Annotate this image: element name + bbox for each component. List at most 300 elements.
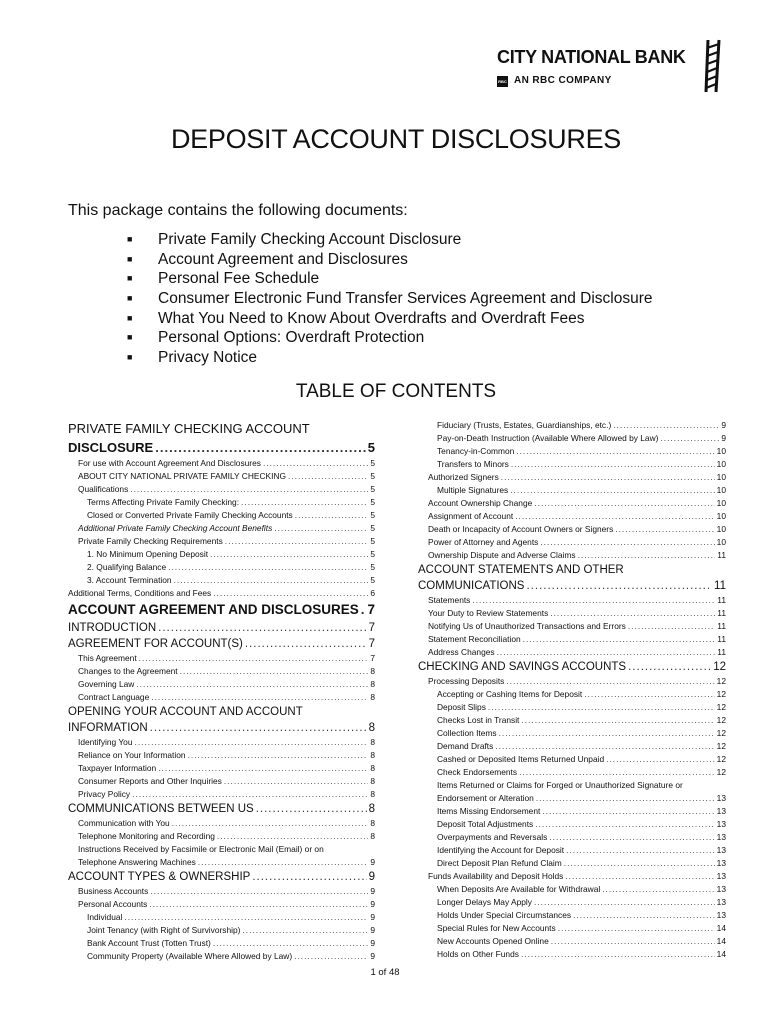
toc-entry[interactable]: [68, 457, 375, 470]
toc-leader: [224, 775, 368, 788]
toc-page-number: 9: [370, 951, 375, 961]
toc-entry-title: Statement Reconciliation: [428, 634, 521, 644]
toc-entry[interactable]: [418, 523, 726, 536]
toc-entry-title: Bank Account Trust (Totten Trust): [87, 938, 211, 948]
toc-entry[interactable]: [418, 909, 726, 922]
toc-entry-title: Additional Private Family Checking Account Benefits: [78, 523, 273, 533]
toc-entry[interactable]: [68, 817, 375, 830]
toc-page-number: 10: [716, 537, 726, 547]
toc-leader: [274, 522, 368, 535]
toc-page-number: 13: [716, 897, 726, 907]
toc-page-number: 12: [716, 754, 726, 764]
toc-page-number: 9: [370, 912, 375, 922]
toc-entry[interactable]: [418, 727, 726, 740]
toc-leader: [288, 470, 368, 483]
toc-entry[interactable]: [68, 535, 375, 548]
toc-entry-title: Deposit Total Adjustments: [437, 819, 534, 829]
toc-entry[interactable]: [418, 510, 726, 523]
toc-entry[interactable]: [418, 594, 726, 607]
toc-page-number: 11: [717, 595, 726, 605]
toc-entry[interactable]: [68, 636, 375, 652]
toc-entry[interactable]: [68, 937, 375, 950]
toc-entry[interactable]: [418, 578, 726, 594]
toc-entry-title: Communication with You: [78, 818, 170, 828]
toc-entry-title: Qualifications: [78, 484, 129, 494]
toc-entry-title: This Agreement: [78, 653, 137, 663]
toc-right-column: [418, 419, 726, 961]
toc-entry[interactable]: [418, 883, 726, 896]
toc-entry-title: Deposit Slips: [437, 702, 486, 712]
toc-page-number: 8: [370, 763, 375, 773]
toc-page-number: 8: [370, 776, 375, 786]
toc-entry[interactable]: [418, 484, 726, 497]
toc-entry[interactable]: [68, 587, 375, 600]
toc-entry-title: 1. No Minimum Opening Deposit: [87, 549, 209, 559]
toc-entry[interactable]: [418, 607, 726, 620]
toc-page-number: 5: [370, 484, 375, 494]
toc-leader: [132, 788, 368, 801]
toc-leader: [566, 844, 715, 857]
toc-page-number: 5: [370, 523, 375, 533]
toc-leader: [225, 535, 369, 548]
toc-leader: [565, 870, 714, 883]
rbc-icon: RBC: [497, 76, 508, 87]
toc-entry-title: Identifying the Account for Deposit: [437, 845, 565, 855]
toc-page-number: 11: [717, 608, 726, 618]
toc-leader: [295, 509, 369, 522]
toc-entry[interactable]: [68, 548, 375, 561]
toc-leader: [217, 830, 368, 843]
toc-entry-title: Community Property (Available Where Allowed by Law): [87, 951, 293, 961]
toc-page-number: 5: [370, 575, 375, 585]
toc-entry-title: Terms Affecting Private Family Checking:: [87, 497, 240, 507]
toc-page-number: 8: [370, 818, 375, 828]
toc-page-number: 9: [370, 886, 375, 896]
toc-entry-title: Address Changes: [428, 647, 495, 657]
toc-leader: [550, 607, 715, 620]
toc-page-number: 5: [370, 458, 375, 468]
toc-entry[interactable]: [68, 924, 375, 937]
toc-leader: [488, 701, 715, 714]
toc-leader: [501, 471, 715, 484]
toc-page-number: 12: [713, 661, 726, 673]
toc-entry[interactable]: [68, 522, 375, 535]
toc-leader: [188, 749, 369, 762]
toc-leader: [168, 561, 368, 574]
toc-entry[interactable]: [68, 950, 375, 963]
toc-entry-title: Power of Attorney and Agents: [428, 537, 539, 547]
toc-entry[interactable]: [68, 720, 375, 736]
toc-entry-title: Closed or Converted Private Family Checking Accounts: [87, 510, 293, 520]
toc-entry-title: Longer Delays May Apply: [437, 897, 532, 907]
toc-entry[interactable]: [68, 762, 375, 775]
toc-page-number: 11: [714, 580, 726, 592]
toc-entry-title: Holds on Other Funds: [437, 949, 519, 959]
toc-entry-title: Checks Lost in Transit: [437, 715, 520, 725]
toc-page-number: 9: [370, 857, 375, 867]
toc-leader: [499, 727, 715, 740]
toc-entry[interactable]: [418, 471, 726, 484]
bullet-icon: ■: [127, 273, 133, 284]
toc-entry-title: Contract Language: [78, 692, 150, 702]
toc-entry[interactable]: [418, 714, 726, 727]
bank-name: CITY NATIONAL BANK: [497, 47, 686, 67]
toc-entry[interactable]: [68, 736, 375, 749]
toc-leader: [551, 935, 715, 948]
toc-entry-title: 3. Account Termination: [87, 575, 172, 585]
toc-page-number: 8: [370, 750, 375, 760]
toc-entry[interactable]: [418, 766, 726, 779]
toc-entry[interactable]: [418, 675, 726, 688]
toc-page-number: 14: [716, 949, 726, 959]
toc-page-number: 14: [716, 923, 726, 933]
toc-page-number: 12: [716, 715, 726, 725]
document-title: Account Agreement and Disclosures: [158, 250, 408, 268]
toc-entry[interactable]: [68, 496, 375, 509]
toc-entry-title: ACCOUNT TYPES & OWNERSHIP: [68, 871, 251, 883]
toc-entry[interactable]: [418, 432, 726, 445]
toc-entry-title: Death or Incapacity of Account Owners or Signers: [428, 524, 614, 534]
toc-entry-title: 2. Qualifying Balance: [87, 562, 167, 572]
toc-page-number: 8: [368, 722, 375, 734]
toc-leader: [549, 831, 714, 844]
toc-leader: [245, 636, 367, 652]
toc-entry-title: Notifying Us of Unauthorized Transactions and Errors: [428, 621, 626, 631]
toc-page-number: 11: [717, 621, 726, 631]
toc-entry[interactable]: [418, 633, 726, 646]
toc-entry-title: Account Ownership Change: [428, 498, 533, 508]
toc-entry[interactable]: [418, 805, 726, 818]
toc-leader: [506, 675, 714, 688]
toc-leader: [510, 484, 714, 497]
toc-entry-title: Individual: [87, 912, 123, 922]
toc-leader: [124, 911, 368, 924]
toc-page-number: 8: [370, 737, 375, 747]
toc-entry-title: Statements: [428, 595, 471, 605]
toc-entry[interactable]: [68, 788, 375, 801]
toc-entry[interactable]: [418, 844, 726, 857]
toc-entry-title: Your Duty to Review Statements: [428, 608, 549, 618]
document-list-item: [127, 250, 653, 270]
toc-entry[interactable]: [68, 574, 375, 587]
toc-entry-title: Private Family Checking Requirements: [78, 536, 223, 546]
toc-page-number: 8: [370, 666, 375, 676]
toc-entry-title: Multiple Signatures: [437, 485, 509, 495]
toc-entry-title: DISCLOSURE: [68, 440, 154, 455]
toc-entry[interactable]: [418, 419, 726, 432]
toc-entry-title: Direct Deposit Plan Refund Claim: [437, 858, 562, 868]
toc-leader: [521, 948, 715, 961]
toc-entry-title: Taxpayer Information: [78, 763, 157, 773]
toc-page-number: 10: [716, 472, 726, 482]
bullet-icon: ■: [127, 253, 133, 264]
toc-entry-title: Business Accounts: [78, 886, 149, 896]
toc-entry[interactable]: [418, 458, 726, 471]
toc-leader: [534, 896, 715, 909]
toc-entry-title: Funds Availability and Deposit Holds: [428, 871, 564, 881]
toc-entry-title: Additional Terms, Conditions and Fees: [68, 588, 212, 598]
toc-leader: [515, 510, 714, 523]
toc-page-number: 13: [716, 858, 726, 868]
toc-page-number: 10: [716, 498, 726, 508]
toc-page-number: 8: [370, 692, 375, 702]
document-title: Private Family Checking Account Disclosure: [158, 231, 462, 248]
toc-entry[interactable]: [418, 792, 726, 805]
toc-entry-title: ABOUT CITY NATIONAL PRIVATE FAMILY CHECKING: [78, 471, 287, 481]
toc-entry[interactable]: [68, 898, 375, 911]
document-title: Personal Options: Overdraft Protection: [158, 329, 425, 347]
toc-entry-title: Cashed or Deposited Items Returned Unpaid: [437, 754, 605, 764]
toc-entry-title: Processing Deposits: [428, 676, 505, 686]
toc-entry-title: INFORMATION: [68, 722, 148, 734]
toc-entry-title: Telephone Monitoring and Recording: [78, 831, 215, 841]
toc-entry[interactable]: [68, 856, 375, 869]
toc-page-number: 5: [367, 440, 375, 455]
document-list-item: [127, 309, 653, 329]
toc-page-number: 12: [716, 702, 726, 712]
toc-page-number: 10: [716, 524, 726, 534]
toc-entry-title: Consumer Reports and Other Inquiries: [78, 776, 222, 786]
toc-page-number: 6: [370, 588, 375, 598]
toc-entry-title: Accepting or Cashing Items for Deposit: [437, 689, 583, 699]
toc-page-number: 8: [370, 831, 375, 841]
toc-page-number: 13: [716, 871, 726, 881]
toc-page-number: 7: [370, 653, 375, 663]
toc-entry-title: Tenancy-in-Common: [437, 446, 515, 456]
toc-page-number: 13: [716, 806, 726, 816]
document-list-item: [127, 328, 653, 348]
toc-leader: [615, 523, 714, 536]
toc-page-number: 5: [370, 471, 375, 481]
toc-entry[interactable]: [418, 536, 726, 549]
toc-page-number: 8: [368, 803, 375, 815]
toc-entry-title: For use with Account Agreement And Disclosures: [78, 458, 261, 468]
toc-entry[interactable]: [68, 600, 375, 620]
toc-entry-title: ACCOUNT AGREEMENT AND DISCLOSURES: [68, 602, 359, 617]
toc-entry-title: Changes to the Agreement: [78, 666, 178, 676]
page-number: 1 of 48: [370, 967, 400, 978]
toc-heading: Items Returned or Claims for Forged or Unauthorized Signature or: [437, 780, 683, 790]
toc-entry-title: Personal Accounts: [78, 899, 148, 909]
toc-page-number: 10: [716, 446, 726, 456]
toc-entry[interactable]: [418, 857, 726, 870]
toc-leader: [135, 736, 369, 749]
toc-entry[interactable]: [418, 896, 726, 909]
toc-entry[interactable]: [418, 659, 726, 675]
toc-leader: [578, 549, 716, 562]
toc-page-number: 12: [716, 728, 726, 738]
toc-entry-title: AGREEMENT FOR ACCOUNT(S): [68, 638, 243, 650]
toc-entry[interactable]: [418, 870, 726, 883]
toc-page-number: 9: [370, 938, 375, 948]
toc-entry[interactable]: [418, 818, 726, 831]
toc-leader: [241, 496, 368, 509]
toc-entry[interactable]: [68, 691, 375, 704]
toc-page-number: 5: [370, 549, 375, 559]
bank-logo: [497, 38, 727, 94]
bank-subtitle: AN RBC COMPANY: [514, 75, 612, 86]
toc-leader: [526, 578, 712, 594]
toc-leader: [521, 714, 714, 727]
bullet-icon: ■: [127, 312, 133, 323]
toc-leader: [495, 740, 714, 753]
toc-entry[interactable]: [68, 830, 375, 843]
toc-entry[interactable]: [68, 749, 375, 762]
toc-leader: [158, 762, 368, 775]
toc-page-number: 10: [716, 459, 726, 469]
toc-leader: [155, 438, 366, 457]
toc-leader: [523, 633, 716, 646]
toc-entry-title: Transfers to Minors: [437, 459, 509, 469]
toc-leader: [602, 883, 714, 896]
toc-entry-title: Identifying You: [78, 737, 133, 747]
toc-entry[interactable]: [418, 549, 726, 562]
toc-entry-title: CHECKING AND SAVINGS ACCOUNTS: [418, 661, 627, 673]
toc-entry-title: Assignment of Account: [428, 511, 514, 521]
toc-entry[interactable]: [418, 948, 726, 961]
toc-page-number: 12: [716, 689, 726, 699]
toc-leader: [172, 817, 369, 830]
toc-leader: [540, 536, 714, 549]
toc-entry-title: Ownership Dispute and Adverse Claims: [428, 550, 576, 560]
toc-entry-title: Collection Items: [437, 728, 497, 738]
toc-heading: OPENING YOUR ACCOUNT AND ACCOUNT: [68, 706, 303, 718]
toc-page-number: 13: [716, 793, 726, 803]
toc-entry[interactable]: [68, 911, 375, 924]
toc-leader: [660, 432, 719, 445]
toc-entry-title: When Deposits Are Available for Withdrawal: [437, 884, 601, 894]
toc-entry-title: New Accounts Opened Online: [437, 936, 549, 946]
toc-leader: [519, 766, 715, 779]
document-list-item: [127, 269, 653, 289]
toc-entry[interactable]: [418, 688, 726, 701]
toc-entry[interactable]: [68, 665, 375, 678]
toc-entry-title: Demand Drafts: [437, 741, 494, 751]
document-list-item: [127, 230, 653, 250]
toc-entry-title: Endorsement or Alteration: [437, 793, 534, 803]
toc-entry[interactable]: [68, 885, 375, 898]
toc-page-number: 12: [716, 741, 726, 751]
toc-entry[interactable]: [68, 509, 375, 522]
toc-entry-title: Governing Law: [78, 679, 135, 689]
toc-leader: [149, 898, 368, 911]
toc-entry[interactable]: [68, 775, 375, 788]
toc-leader: [534, 497, 714, 510]
toc-page-number: 13: [716, 845, 726, 855]
toc-leader: [139, 652, 369, 665]
toc-entry-title: Special Rules for New Accounts: [437, 923, 556, 933]
toc-entry[interactable]: [418, 646, 726, 659]
toc-leader: [180, 665, 369, 678]
document-list-item: [127, 289, 653, 309]
toc-entry[interactable]: [418, 831, 726, 844]
toc-entry-title: Items Missing Endorsement: [437, 806, 541, 816]
toc-entry[interactable]: [68, 678, 375, 691]
toc-page-number: 5: [370, 536, 375, 546]
toc-leader: [263, 457, 368, 470]
toc-entry[interactable]: [418, 740, 726, 753]
toc-page-number: 11: [717, 634, 726, 644]
toc-page-number: 9: [721, 420, 726, 430]
toc-entry-title: Check Endorsements: [437, 767, 518, 777]
toc-page-number: 5: [370, 562, 375, 572]
toc-leader: [516, 445, 714, 458]
bullet-icon: ■: [127, 293, 133, 304]
toc-page-number: 13: [716, 910, 726, 920]
toc-page-number: 10: [716, 485, 726, 495]
toc-page-number: 13: [716, 819, 726, 829]
toc-leader: [628, 620, 715, 633]
document-title: Consumer Electronic Fund Transfer Services Agreement and Disclosure: [158, 290, 653, 308]
toc-page-number: 13: [716, 884, 726, 894]
toc-entry[interactable]: [68, 483, 375, 496]
toc-leader: [158, 620, 366, 636]
toc-page-number: 8: [370, 789, 375, 799]
toc-entry[interactable]: [418, 445, 726, 458]
toc-leader: [150, 885, 368, 898]
page-title: DEPOSIT ACCOUNT DISCLOSURES: [170, 124, 621, 154]
toc-entry-title: Fiduciary (Trusts, Estates, Guardianships, etc.): [437, 420, 612, 430]
toc-leader: [151, 691, 368, 704]
toc-entry[interactable]: [68, 801, 375, 817]
toc-page-number: 9: [370, 925, 375, 935]
toc-leader: [558, 922, 715, 935]
toc-entry[interactable]: [68, 470, 375, 483]
toc-leader: [256, 801, 367, 817]
toc-entry[interactable]: [418, 922, 726, 935]
toc-leader: [536, 792, 715, 805]
toc-page-number: 7: [368, 622, 375, 634]
toc-left-column: [68, 419, 375, 963]
toc-leader: [584, 688, 714, 701]
toc-leader: [361, 600, 366, 620]
toc-leader: [511, 458, 715, 471]
toc-entry[interactable]: [68, 620, 375, 636]
toc-entry[interactable]: [68, 561, 375, 574]
document-list: [127, 230, 653, 368]
toc-entry-title: COMMUNICATIONS BETWEEN US: [68, 803, 254, 815]
toc-entry[interactable]: [418, 701, 726, 714]
toc-entry[interactable]: [418, 753, 726, 766]
toc-page-number: 9: [370, 899, 375, 909]
toc-entry-title: Authorized Signers: [428, 472, 499, 482]
toc-entry[interactable]: [418, 497, 726, 510]
toc-leader: [613, 419, 719, 432]
toc-page-number: 10: [716, 511, 726, 521]
toc-page-number: 11: [717, 550, 726, 560]
toc-leader: [564, 857, 715, 870]
toc-leader: [136, 678, 368, 691]
document-title: Personal Fee Schedule: [158, 270, 320, 288]
toc-leader: [130, 483, 368, 496]
toc-entry[interactable]: [418, 935, 726, 948]
toc-entry[interactable]: [68, 438, 375, 457]
toc-entry-title: Pay-on-Death Instruction (Available Where Allowed by Law): [437, 433, 659, 443]
toc-page-number: 9: [368, 871, 375, 883]
toc-leader: [242, 924, 368, 937]
toc-entry[interactable]: [418, 620, 726, 633]
toc-entry-title: Reliance on Your Information: [78, 750, 186, 760]
document-title: Privacy Notice: [158, 349, 258, 367]
toc-page-number: 11: [717, 647, 726, 657]
toc-entry[interactable]: [68, 869, 375, 885]
toc-leader: [535, 818, 714, 831]
toc-leader: [198, 856, 369, 869]
document-title: What You Need to Know About Overdrafts and Overdraft Fees: [158, 309, 585, 327]
toc-entry[interactable]: [68, 652, 375, 665]
toc-page-number: 5: [370, 510, 375, 520]
bullet-icon: ■: [127, 332, 133, 343]
